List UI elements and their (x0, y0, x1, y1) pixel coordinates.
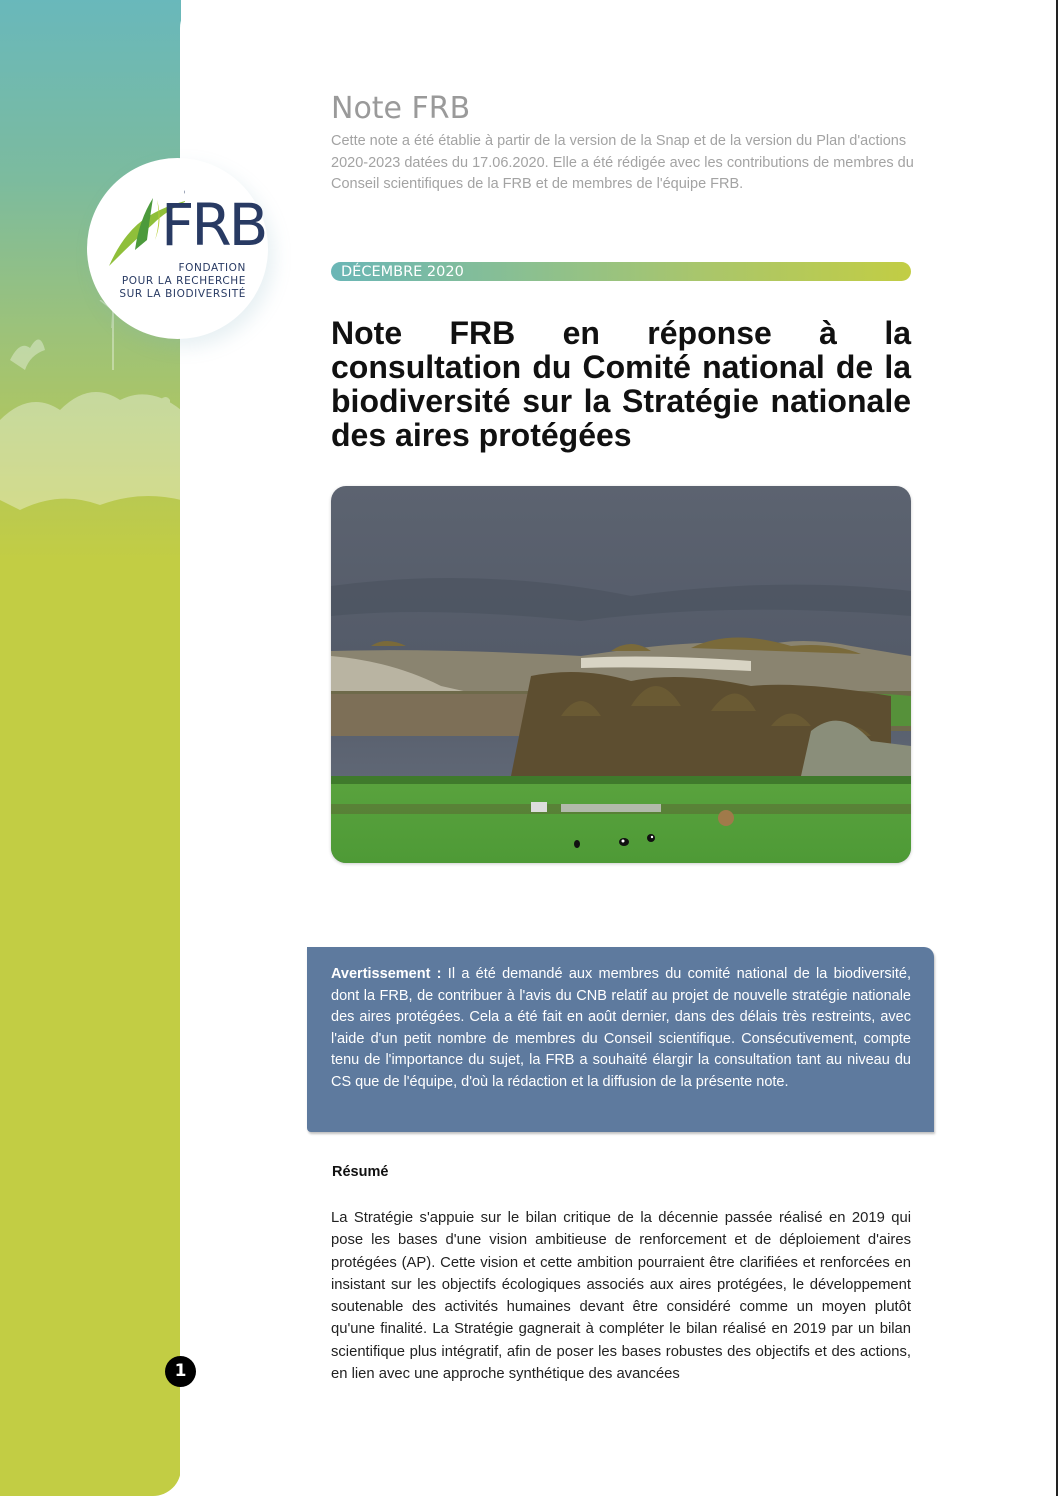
document-title: Note FRB en réponse à la consultation du Comité national de la biodiversité sur la Stratégie nationale des aires protégées (331, 315, 911, 453)
warning-notice-box (307, 947, 934, 1132)
warning-text: Il a été demandé aux membres du comité national de la biodiversité, dont la FRB, de contribuer à l'avis du CNB relatif au projet de nouvelle stratégie nationale des aires protégées. Cela a été fait en août dernier, dans des délais très restreints, avec l'aide d'un petit nombre de membres du Conseil scientifique. Consécutivement, compte tenu de l'importance du sujet, la FRB a souhaité élargir la consultation tant au niveau du CS que de l'équipe, d'où la rédaction et la diffusion de la présente note. (331, 966, 911, 1090)
logo-subtitle-line: POUR LA RECHERCHE (121, 275, 246, 287)
logo-acronym: FRB (161, 191, 266, 259)
note-label: Note FRB (331, 91, 471, 126)
frb-logo (87, 158, 268, 339)
warning-text-block (331, 964, 911, 1093)
date-banner (331, 262, 911, 281)
note-header (331, 92, 921, 196)
logo-subtitle-line: FONDATION (178, 262, 246, 274)
resume-heading: Résumé (332, 1164, 389, 1180)
logo-subtitle (119, 262, 246, 301)
landscape-image (331, 486, 911, 863)
resume-body: La Stratégie s'appuie sur le bilan critique de la décennie passée réalisé en 2019 qui pose les bases d'une vision ambitieuse de renforcement et de déploiement d'aires protégées (AP). Cette vision et cette ambition pourraient être clarifiées et renforcées en insistant sur les objectifs écologiques associés aux aires protégées, le développement soutenable des activités humaines devant être considéré comme un moyen plutôt qu'une finalité. La Stratégie gagnerait à compléter le bilan réalisé en 2019 par un bilan scientifique plus intégratif, afin de poser les bases robustes des objectifs et des actions, en lien avec une approche synthétique des avancées (331, 1210, 911, 1383)
landscape-photo (331, 486, 911, 863)
page-number-badge: 1 (165, 1356, 196, 1387)
warning-label: Avertissement : (331, 966, 442, 982)
logo-subtitle-line: SUR LA BIODIVERSITÉ (119, 288, 246, 300)
date-label: DÉCEMBRE 2020 (341, 264, 464, 280)
note-description: Cette note a été établie à partir de la version de la Snap et de la version du Plan d'actions 2020-2023 datées du 17.06.2020. Elle a été rédigée avec les contributions de membres du Conseil scientifiques de la FRB et de membres de l'équipe FRB. (331, 133, 914, 192)
